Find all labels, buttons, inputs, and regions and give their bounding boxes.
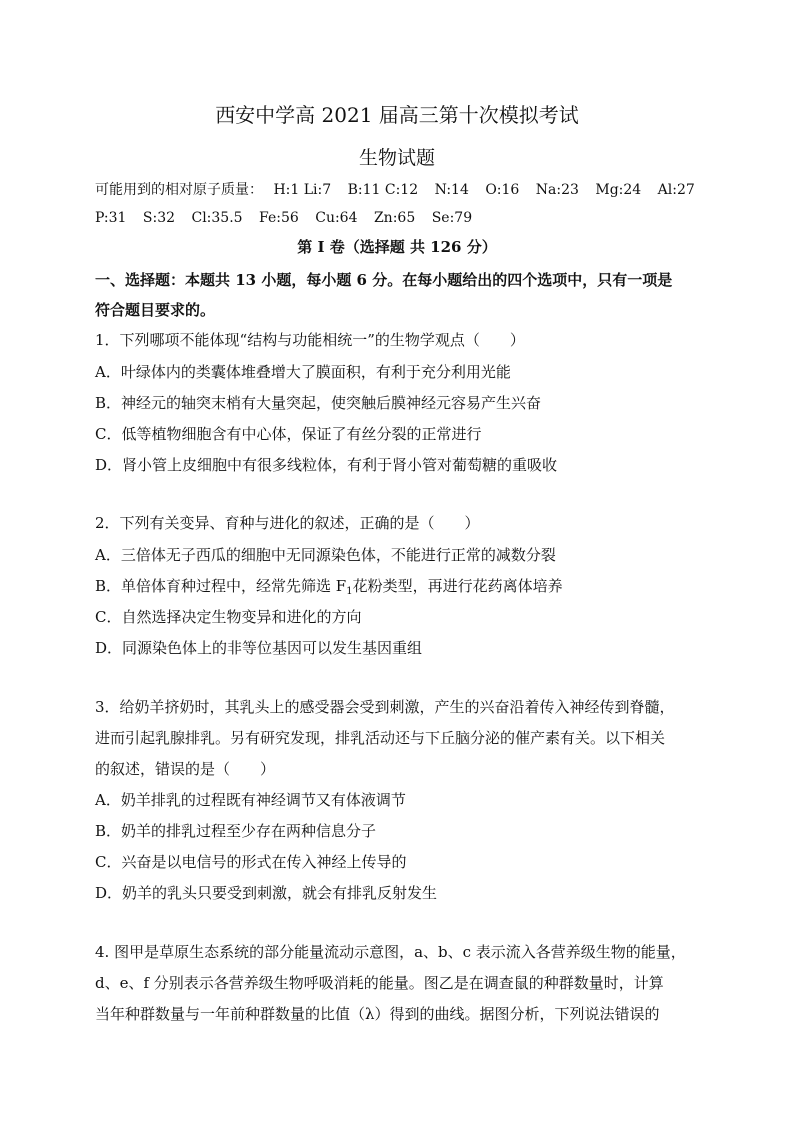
question-3-option-d: D．奶羊的乳头只要受到刺激，就会有排乳反射发生 bbox=[95, 884, 438, 902]
atomic-mass-item: Mg:24 bbox=[595, 182, 642, 198]
question-1-option-c: C．低等植物细胞含有中心体，保证了有丝分裂的正常进行 bbox=[95, 425, 482, 443]
question-3-option-c: C．兴奋是以电信号的形式在传入神经上传导的 bbox=[95, 853, 407, 871]
question-3-stem-line-2: 进而引起乳腺排乳。另有研究发现，排乳活动还与下丘脑分泌的催产素有关。以下相关 bbox=[95, 729, 666, 747]
section-title: 第 I 卷（选择题 共 126 分） bbox=[297, 238, 497, 256]
atomic-mass-item: Na:23 bbox=[535, 182, 579, 198]
question-3-stem-line-1: 3．给奶羊挤奶时，其乳头上的感受器会受到刺激，产生的兴奋沿着传入神经传到脊髓， bbox=[95, 698, 675, 716]
atomic-mass-row-1 bbox=[95, 180, 695, 200]
question-2-option-a: A．三倍体无子西瓜的细胞中无同源染色体，不能进行正常的减数分裂 bbox=[95, 546, 556, 564]
exam-title: 西安中学高 2021 届高三第十次模拟考试 bbox=[215, 103, 579, 127]
question-2-option-d: D．同源染色体上的非等位基因可以发生基因重组 bbox=[95, 639, 423, 657]
question-1-option-d: D．肾小管上皮细胞中有很多线粒体，有利于肾小管对葡萄糖的重吸收 bbox=[95, 456, 558, 474]
exam-subject: 生物试题 bbox=[358, 147, 435, 169]
atomic-mass-item: N:14 bbox=[434, 182, 469, 198]
atomic-mass-item: H:1 Li:7 bbox=[273, 182, 332, 198]
question-2-option-b-text-start: B．单倍体育种过程中，经常先筛选 F bbox=[95, 577, 347, 595]
section-instruction-line-1: 一、选择题：本题共 13 小题，每小题 6 分。在每小题给出的四个选项中，只有一项是 bbox=[95, 271, 673, 289]
atomic-mass-label: 可能用到的相对原子质量： bbox=[95, 182, 263, 198]
question-3-option-b: B．奶羊的排乳过程至少存在两种信息分子 bbox=[95, 822, 377, 840]
question-1-option-a: A．叶绿体内的类囊体堆叠增大了膜面积，有利于充分利用光能 bbox=[95, 363, 511, 381]
atomic-mass-item: P:31 bbox=[95, 210, 127, 226]
question-2-option-c: C．自然选择决定生物变异和进化的方向 bbox=[95, 608, 362, 626]
atomic-mass-item: Cl:35.5 bbox=[191, 210, 243, 226]
question-4-stem-line-3: 当年种群数量与一年前种群数量的比值（λ）得到的曲线。据图分析，下列说法错误的 bbox=[95, 1005, 660, 1023]
f1-subscript: 1 bbox=[346, 586, 353, 597]
atomic-mass-item: B:11 C:12 bbox=[347, 182, 419, 198]
atomic-mass-item: O:16 bbox=[485, 182, 520, 198]
question-2-stem: 2．下列有关变异、育种与进化的叙述，正确的是（ ） bbox=[95, 514, 480, 532]
question-3-stem-line-3: 的叙述，错误的是（ ） bbox=[95, 760, 276, 778]
question-1-stem: 1．下列哪项不能体现“结构与功能相统一”的生物学观点（ ） bbox=[95, 331, 525, 349]
question-1-option-b: B．神经元的轴突末梢有大量突起，使突触后膜神经元容易产生兴奋 bbox=[95, 394, 542, 412]
atomic-mass-item: Al:27 bbox=[657, 182, 695, 198]
atomic-mass-item: Fe:56 bbox=[259, 210, 299, 226]
atomic-mass-item: Se:79 bbox=[431, 210, 473, 226]
question-2-option-b bbox=[95, 576, 563, 596]
atomic-mass-row-2 bbox=[95, 208, 472, 228]
question-2-option-b-text-end: 花粉类型，再进行花药离体培养 bbox=[352, 577, 563, 595]
question-4-stem-line-1: 4. 图甲是草原生态系统的部分能量流动示意图，a、b、c 表示流入各营养级生物的能量， bbox=[95, 943, 686, 961]
atomic-mass-item: Zn:65 bbox=[373, 210, 416, 226]
question-3-option-a: A．奶羊排乳的过程既有神经调节又有体液调节 bbox=[95, 791, 406, 809]
section-instruction-line-2: 符合题目要求的。 bbox=[95, 301, 216, 319]
atomic-mass-item: Cu:64 bbox=[315, 210, 358, 226]
atomic-mass-item: S:32 bbox=[142, 210, 176, 226]
question-4-stem-line-2: d、e、f 分别表示各营养级生物呼吸消耗的能量。图乙是在调查鼠的种群数量时，计算 bbox=[95, 974, 664, 992]
